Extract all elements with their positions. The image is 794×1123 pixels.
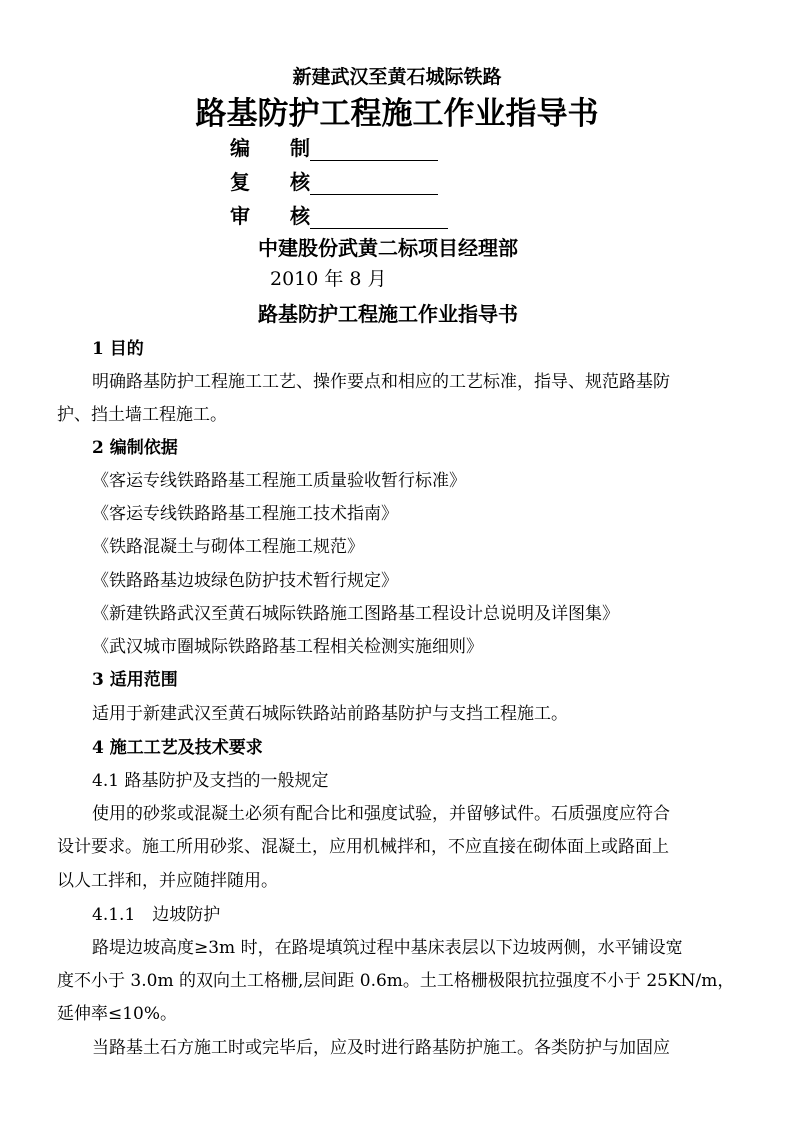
subsection-heading: 4.1 路基防护及支挡的一般规定 — [92, 771, 329, 791]
paragraph-line: 明确路基防护工程施工工艺、操作要点和相应的工艺标准，指导、规范路基防 — [92, 372, 670, 392]
subsection-heading: 4.1.1 边坡防护 — [92, 905, 221, 925]
signature-row-compile — [230, 132, 438, 161]
signature-label-b: 核 — [290, 204, 310, 228]
signature-label-a: 编 — [230, 136, 250, 160]
paragraph-line: 护、挡土墙工程施工。 — [57, 405, 227, 425]
section-heading: 3 适用范围 — [92, 670, 178, 690]
project-name: 新建武汉至黄石城际铁路 — [292, 66, 502, 88]
section-heading: 4 施工工艺及技术要求 — [92, 738, 263, 758]
section-heading: 2 编制依据 — [92, 438, 178, 458]
reference-item: 《铁路路基边坡绿色防护技术暂行规定》 — [92, 571, 398, 591]
main-title: 路基防护工程施工作业指导书 — [195, 96, 599, 132]
paragraph-line: 使用的砂浆或混凝土必须有配合比和强度试验，并留够试件。石质强度应符合 — [92, 804, 670, 824]
signature-label-b: 核 — [290, 170, 310, 194]
signature-row-review — [230, 166, 438, 195]
signature-line — [310, 174, 438, 195]
document-date: 2010 年 8 月 — [270, 268, 387, 290]
signature-label-b: 制 — [290, 136, 310, 160]
paragraph-line: 延伸率≤10%。 — [57, 1004, 178, 1024]
paragraph-line: 设计要求。施工所用砂浆、混凝土，应用机械拌和，不应直接在砌体面上或路面上 — [57, 837, 669, 857]
reference-item: 《铁路混凝土与砌体工程施工规范》 — [92, 537, 364, 557]
paragraph-line: 度不小于 3.0m 的双向土工格栅,层间距 0.6m。土工格栅极限抗拉强度不小于 25KN/m， — [57, 971, 735, 991]
paragraph-line: 适用于新建武汉至黄石城际铁路站前路基防护与支挡工程施工。 — [92, 704, 568, 724]
signature-row-approve — [230, 200, 448, 229]
paragraph-line: 当路基土石方施工时或完毕后，应及时进行路基防护施工。各类防护与加固应 — [92, 1038, 670, 1058]
paragraph-line: 路堤边坡高度≥3m 时，在路堤填筑过程中基床表层以下边坡两侧，水平铺设宽 — [92, 938, 683, 958]
document-title: 路基防护工程施工作业指导书 — [258, 302, 518, 326]
signature-label-a: 审 — [230, 204, 250, 228]
paragraph-line: 以人工拌和，并应随拌随用。 — [57, 871, 278, 891]
signature-line — [310, 208, 448, 229]
signature-label-a: 复 — [230, 170, 250, 194]
organization-name: 中建股份武黄二标项目经理部 — [258, 236, 518, 260]
reference-item: 《武汉城市圈城际铁路路基工程相关检测实施细则》 — [92, 637, 483, 657]
reference-item: 《客运专线铁路路基工程施工质量验收暂行标准》 — [92, 471, 466, 491]
reference-item: 《新建铁路武汉至黄石城际铁路施工图路基工程设计总说明及详图集》 — [92, 604, 619, 624]
signature-line — [310, 140, 438, 161]
section-heading: 1 目的 — [92, 339, 144, 359]
reference-item: 《客运专线铁路路基工程施工技术指南》 — [92, 504, 398, 524]
